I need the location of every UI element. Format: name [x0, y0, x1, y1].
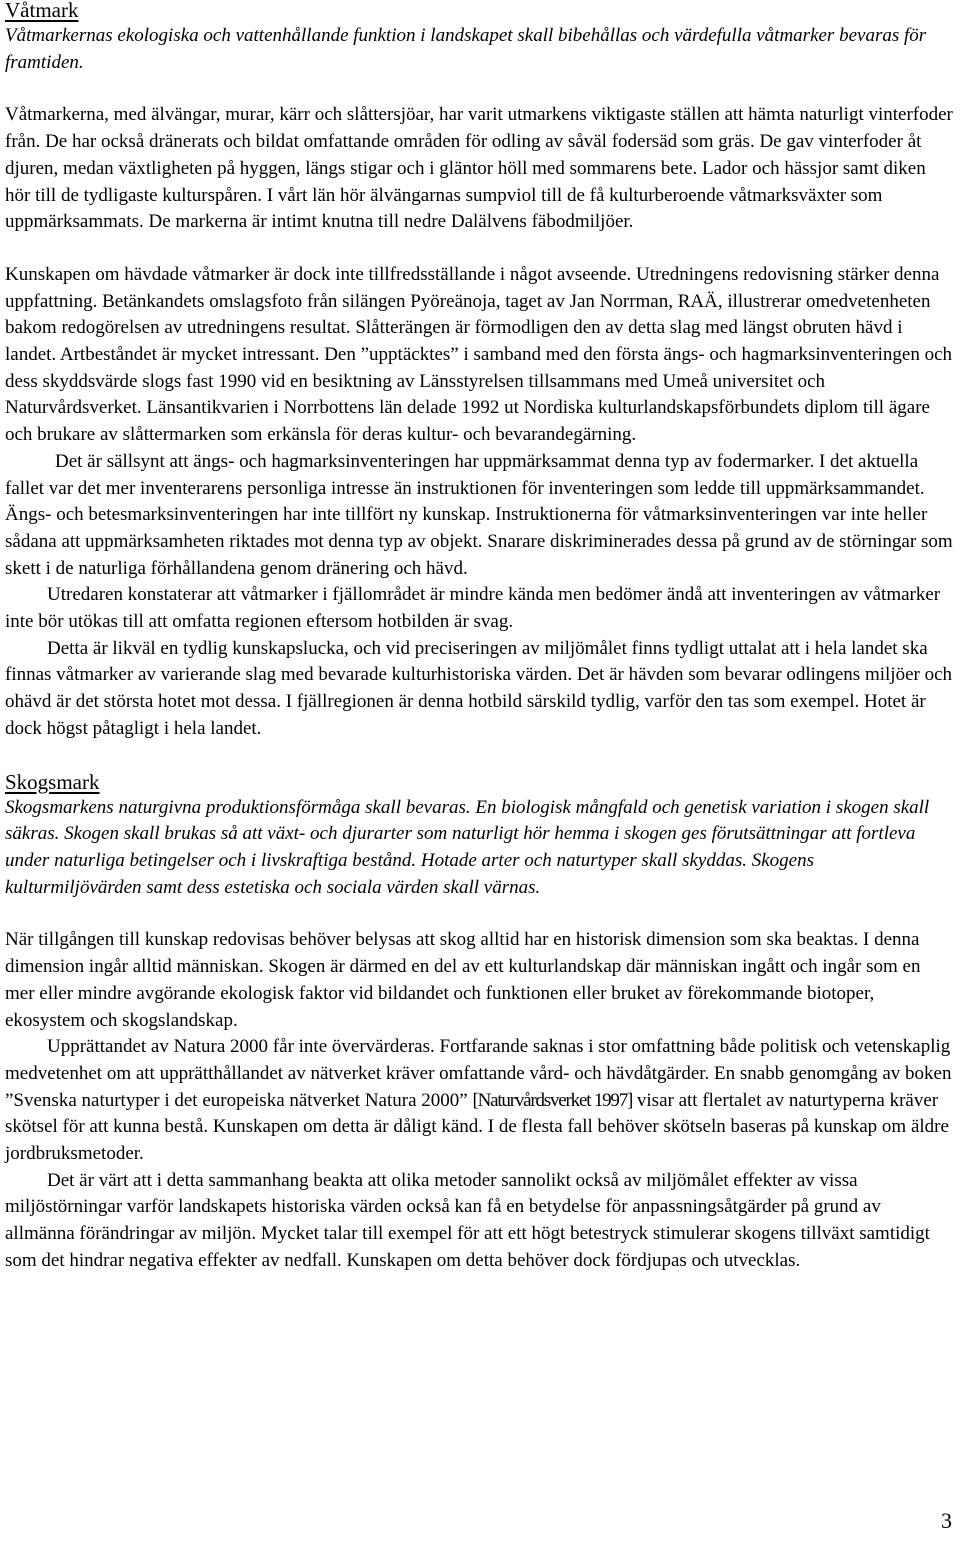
section-wetland: [5, 0, 953, 743]
paragraph: [5, 1034, 953, 1168]
paragraph: Våtmarkerna, med älvängar, murar, kärr och slåttersjöar, har varit utmarkens viktigaste ställen att hämta naturligt vinterfoder från. De har också dränerats och bildat omfattande områden för odling av såväl fodersäd som gräs. De gav vinterfoder åt djuren, medan växtligheten på hyggen, längs stigar och i gläntor höll med sommarens bete. Lador och hässjor samt diken hör till de tydligaste kulturspåren. I vårt län hör älvängarnas sumpviol till de få kulturberoende våtmarksväxter som uppmärksammats. De markerna är intimt knutna till nedre Dalälvens fäbodmiljöer.: [5, 104, 953, 233]
paragraph: Detta är likväl en tydlig kunskapslucka, och vid preciseringen av miljömålet finns tydligt uttalat att i hela landet ska finnas våtmarker av varierande slag med bevarade kulturhistoriska värden. Det är hävden som bevarar odlingens miljöer och ohävd är det största hotet mot dessa. I fjällregionen är denna hotbild särskild tydlig, varför den tas som exempel. Hotet är dock högst påtagligt i hela landet.: [5, 637, 953, 739]
section-heading-wetland: Våtmark: [5, 0, 79, 22]
environmental-goal-wetland: Våtmarkernas ekologiska och vattenhållande funktion i landskapet skall bibehållas och värdefulla våtmarker bevaras för framtiden.: [5, 25, 927, 73]
paragraph: Det är sällsynt att ängs- och hagmarksinventeringen har uppmärksammat denna typ av fodermarker. I det aktuella fallet var det mer inventerarens personliga intresse än instruktionen för inventeringen som ledde till uppmärksammandet. Ängs- och betesmarksinventeringen har inte tillfört ny kunskap. Instruktionerna för våtmarksinventeringen var inte heller sådana att uppmärksamheten riktades mot denna typ av objekt. Snarare diskriminerades dessa på grund av de störningar som skett i de naturliga förhållandena genom dränering och hävd.: [5, 450, 953, 579]
document-page: [5, 0, 953, 1275]
section-heading-forest: Skogsmark: [5, 769, 100, 794]
paragraph: Utredaren konstaterar att våtmarker i fjällområdet är mindre kända men bedömer ändå att inventeringen av våtmarker inte bör utökas till att omfatta regionen eftersom hotbilden är svag.: [5, 584, 941, 633]
citation-reference: [Naturvårdsverket 1997]: [472, 1089, 633, 1111]
paragraph: När tillgången till kunskap redovisas behöver belysas att skog alltid har en historisk dimension som ska beaktas. I denna dimension ingår alltid människan. Skogen är därmed en del av ett kulturlandskap där människan ingått och ingår som en mer eller mindre avgörande ekologisk faktor vid bildandet och funktionen eller bruket av förekommande biotoper, ekosystem och skogslandskap.: [5, 929, 921, 1031]
paragraph-text: visar att flertalet av naturtyperna kräver skötsel för att kunna bestå. Kunskapen om detta är dåligt känd. I de flesta fall behöver skötseln baseras på kunskap om äldre jordbruksmetoder.: [5, 1089, 949, 1165]
paragraph: Det är värt att i detta sammanhang beakta att olika metoder sannolikt också av miljömålet effekter av vissa miljöstörningar varför landskapets historiska värden också kan få en betydelse för anpassningsåtgärder på grund av allmänna förändringar av miljön. Mycket talar till exempel för att ett högt betestryck stimulerar skogens tillväxt samtidigt som det hindrar negativa effekter av nedfall. Kunskapen om detta behöver dock fördjupas och utvecklas.: [5, 1169, 930, 1271]
section-forest: [5, 769, 953, 1275]
environmental-goal-forest: Skogsmarkens naturgivna produktionsförmåga skall bevaras. En biologisk mångfald och genetisk variation i skogen skall säkras. Skogen skall brukas så att växt- och djurarter som naturligt hör hemma i skogen ges förutsättningar att fortleva under naturliga betingelser och i livskraftiga bestånd. Hotade arter och naturtyper skall skyddas. Skogens kulturmiljövärden samt dess estetiska och sociala värden skall värnas.: [5, 796, 930, 898]
paragraph: Kunskapen om hävdade våtmarker är dock inte tillfredsställande i något avseende. Utredningens redovisning stärker denna uppfattning. Betänkandets omslagsfoto från silängen Pyöreänoja, taget av Jan Norrman, RAÄ, illustrerar omedvetenheten bakom redogörelsen av utredningens resultat. Slåtterängen är förmodligen den av detta slag med längst obruten hävd i landet. Artbeståndet är mycket intressant. Den ”upptäcktes” i samband med den första ängs- och hagmarksinventeringen och dess skyddsvärde slogs fast 1990 vid en besiktning av Länsstyrelsen tillsammans med Umeå universitet och Naturvårdsverket. Länsantikvarien i Norrbottens län delade 1992 ut Nordiska kulturlandskapsförbundets diplom till ägare och brukare av slåttermarken som erkänsla för deras kultur- och bevarandegärning.: [5, 263, 953, 446]
paragraph-text: Upprättandet av Natura 2000 får inte övervärderas. Fortfarande saknas i stor omfattning både politisk och vetenskaplig medvetenhet om att upprätthållandet av nätverket kräver omfattande vård- och hävdåtgärder. En snabb genomgång av boken ”Svenska naturtyper i det europeiska nätverket Natura 2000”: [5, 1036, 952, 1111]
page-number: 3: [941, 1508, 952, 1533]
